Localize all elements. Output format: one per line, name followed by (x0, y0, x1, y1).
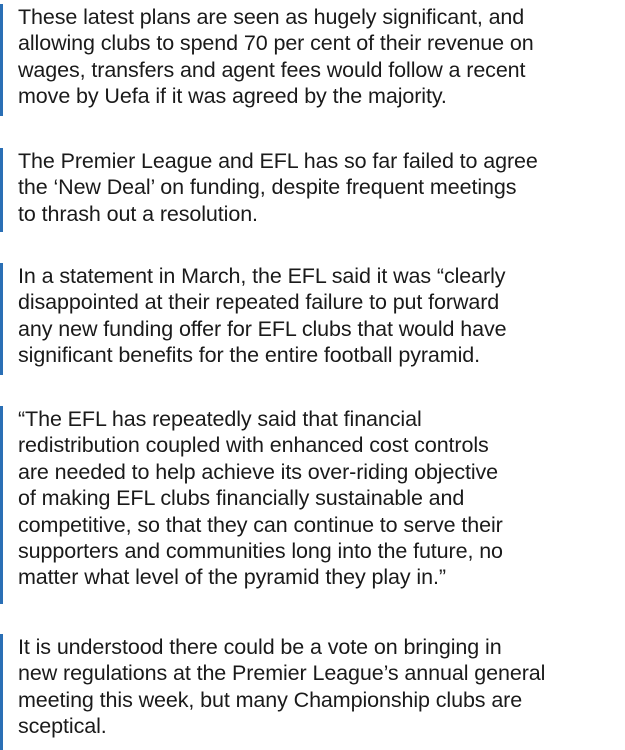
paragraph-block (0, 406, 625, 604)
paragraph-text: “The EFL has repeatedly said that financial redistribution coupled with enhanced cost controls are needed to help achieve its over-riding objective of making EFL clubs financially sustainable and competitive, so that they can continue to serve their supporters and communities long into the future, no matter what level of the pyramid they play in.” (18, 407, 503, 590)
paragraph-text: In a statement in March, the EFL said it was “clearly disappointed at their repeated failure to put forward any new funding offer for EFL clubs that would have significant benefits for the entire football pyramid. (18, 264, 507, 368)
paragraph-block (0, 4, 625, 116)
paragraph-block (0, 148, 625, 232)
paragraph-text: These latest plans are seen as hugely significant, and allowing clubs to spend 70 per cent of their revenue on wages, transfers and agent fees would follow a recent move by Uefa if it was agreed by the majority. (18, 5, 534, 109)
paragraph-block (0, 263, 625, 375)
paragraph-text: The Premier League and EFL has so far failed to agree the ‘New Deal’ on funding, despite frequent meetings to thrash out a resolution. (18, 149, 538, 226)
paragraph-text: It is understood there could be a vote on bringing in new regulations at the Premier League’s annual general meeting this week, but many Championship clubs are sceptical. (18, 635, 546, 739)
paragraph-block (0, 634, 625, 750)
